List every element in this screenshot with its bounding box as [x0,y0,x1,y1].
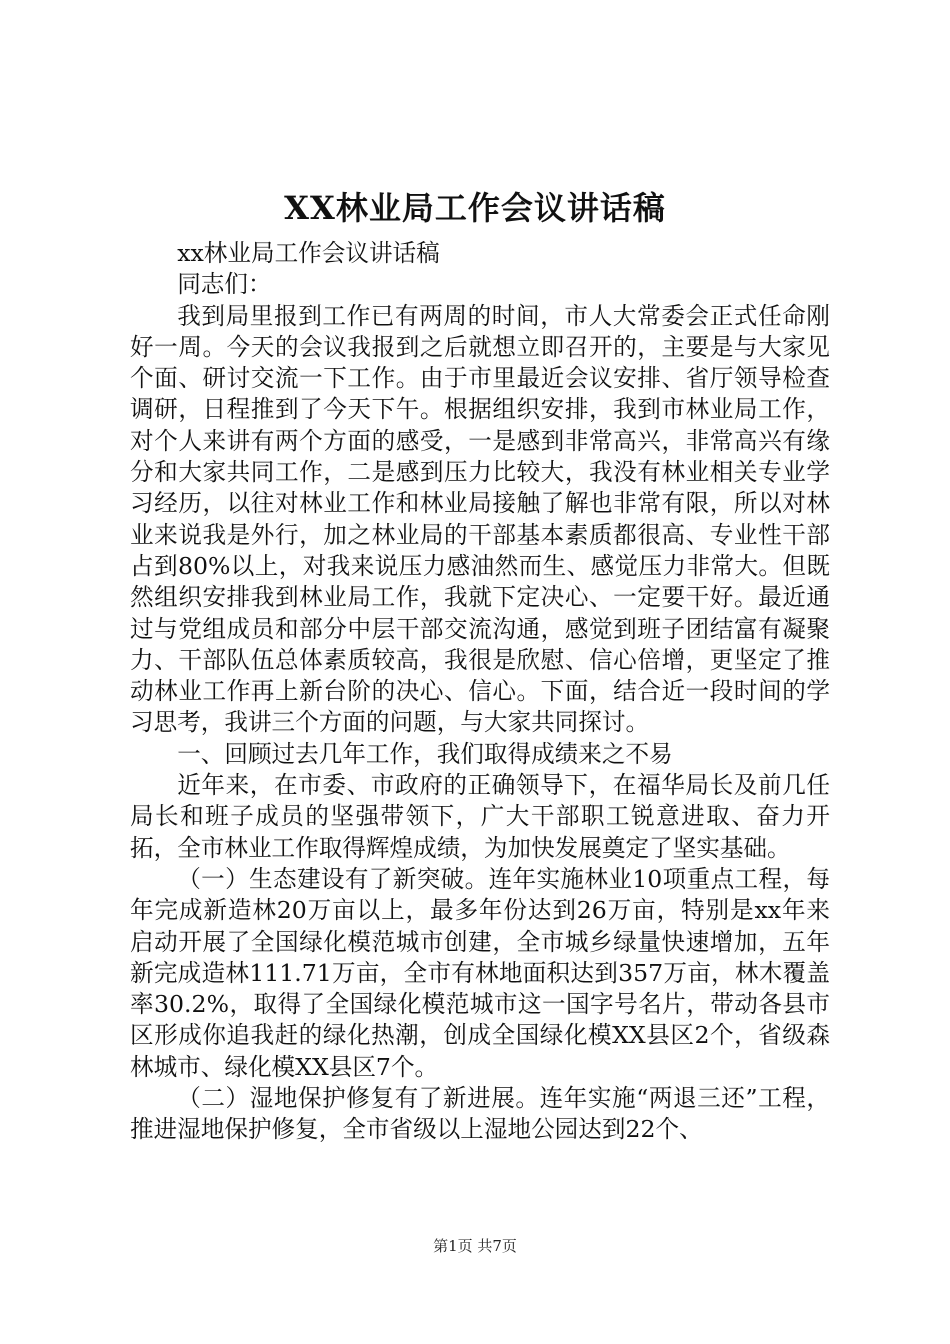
salutation-paragraph: 同志们： [177,270,272,299]
document-body [130,238,830,1146]
document-title: XX林业局工作会议讲话稿 [284,189,666,227]
subtitle-paragraph: xx林业局工作会议讲话稿 [177,239,440,267]
section-heading: 一、回顾过去几年工作，我们取得成绩来之不易 [177,739,673,768]
body-paragraph: （一）生态建设有了新突破。连年实施林业10项重点工程，每年完成新造林20万亩以上，最多年份达到26万亩，特别是xx年来启动开展了全国绿化模范城市创建，全市城乡绿量快速增加，五年新完成造林111.71万亩，全市有林地面积达到357万亩，林木覆盖率30.2%，取得了全国绿化模范城市这一国字号名片，带动各县市区形成你追我赶的绿化热潮，创成全国绿化模XX县区2个，省级森林城市、绿化模XX县区7个。 [130,864,830,1081]
body-paragraph: （二）湿地保护修复有了新进展。连年实施“两退三还”工程，推进湿地保护修复，全市省级以上湿地公园达到22个、 [130,1084,830,1144]
page-footer: 第1页 共7页 [433,1237,517,1255]
body-paragraph: 近年来，在市委、市政府的正确领导下，在福华局长及前几任局长和班子成员的坚强带领下，广大干部职工锐意进取、奋力开拓，全市林业工作取得辉煌成绩，为加快发展奠定了坚实基础。 [130,771,830,862]
body-paragraph: 我到局里报到工作已有两周的时间，市人大常委会正式任命刚好一周。今天的会议我报到之后就想立即召开的，主要是与大家见个面、研讨交流一下工作。由于市里最近会议安排、省厅领导检查调研，日程推到了今天下午。根据组织安排，我到市林业局工作，对个人来讲有两个方面的感受，一是感到非常高兴，非常高兴有缘分和大家共同工作，二是感到压力比较大，我没有林业相关专业学习经历，以往对林业工作和林业局接触了解也非常有限，所以对林业来说我是外行，加之林业局的干部基本素质都很高、专业性干部占到80%以上，对我来说压力感油然而生、感觉压力非常大。但既然组织安排我到林业局工作，我就下定决心、一定要干好。最近通过与党组成员和部分中层干部交流沟通，感觉到班子团结富有凝聚力、干部队伍总体素质较高，我很是欣慰、信心倍增，更坚定了推动林业工作再上新台阶的决心、信心。下面，结合近一段时间的学习思考，我讲三个方面的问题，与大家共同探讨。 [130,301,830,737]
